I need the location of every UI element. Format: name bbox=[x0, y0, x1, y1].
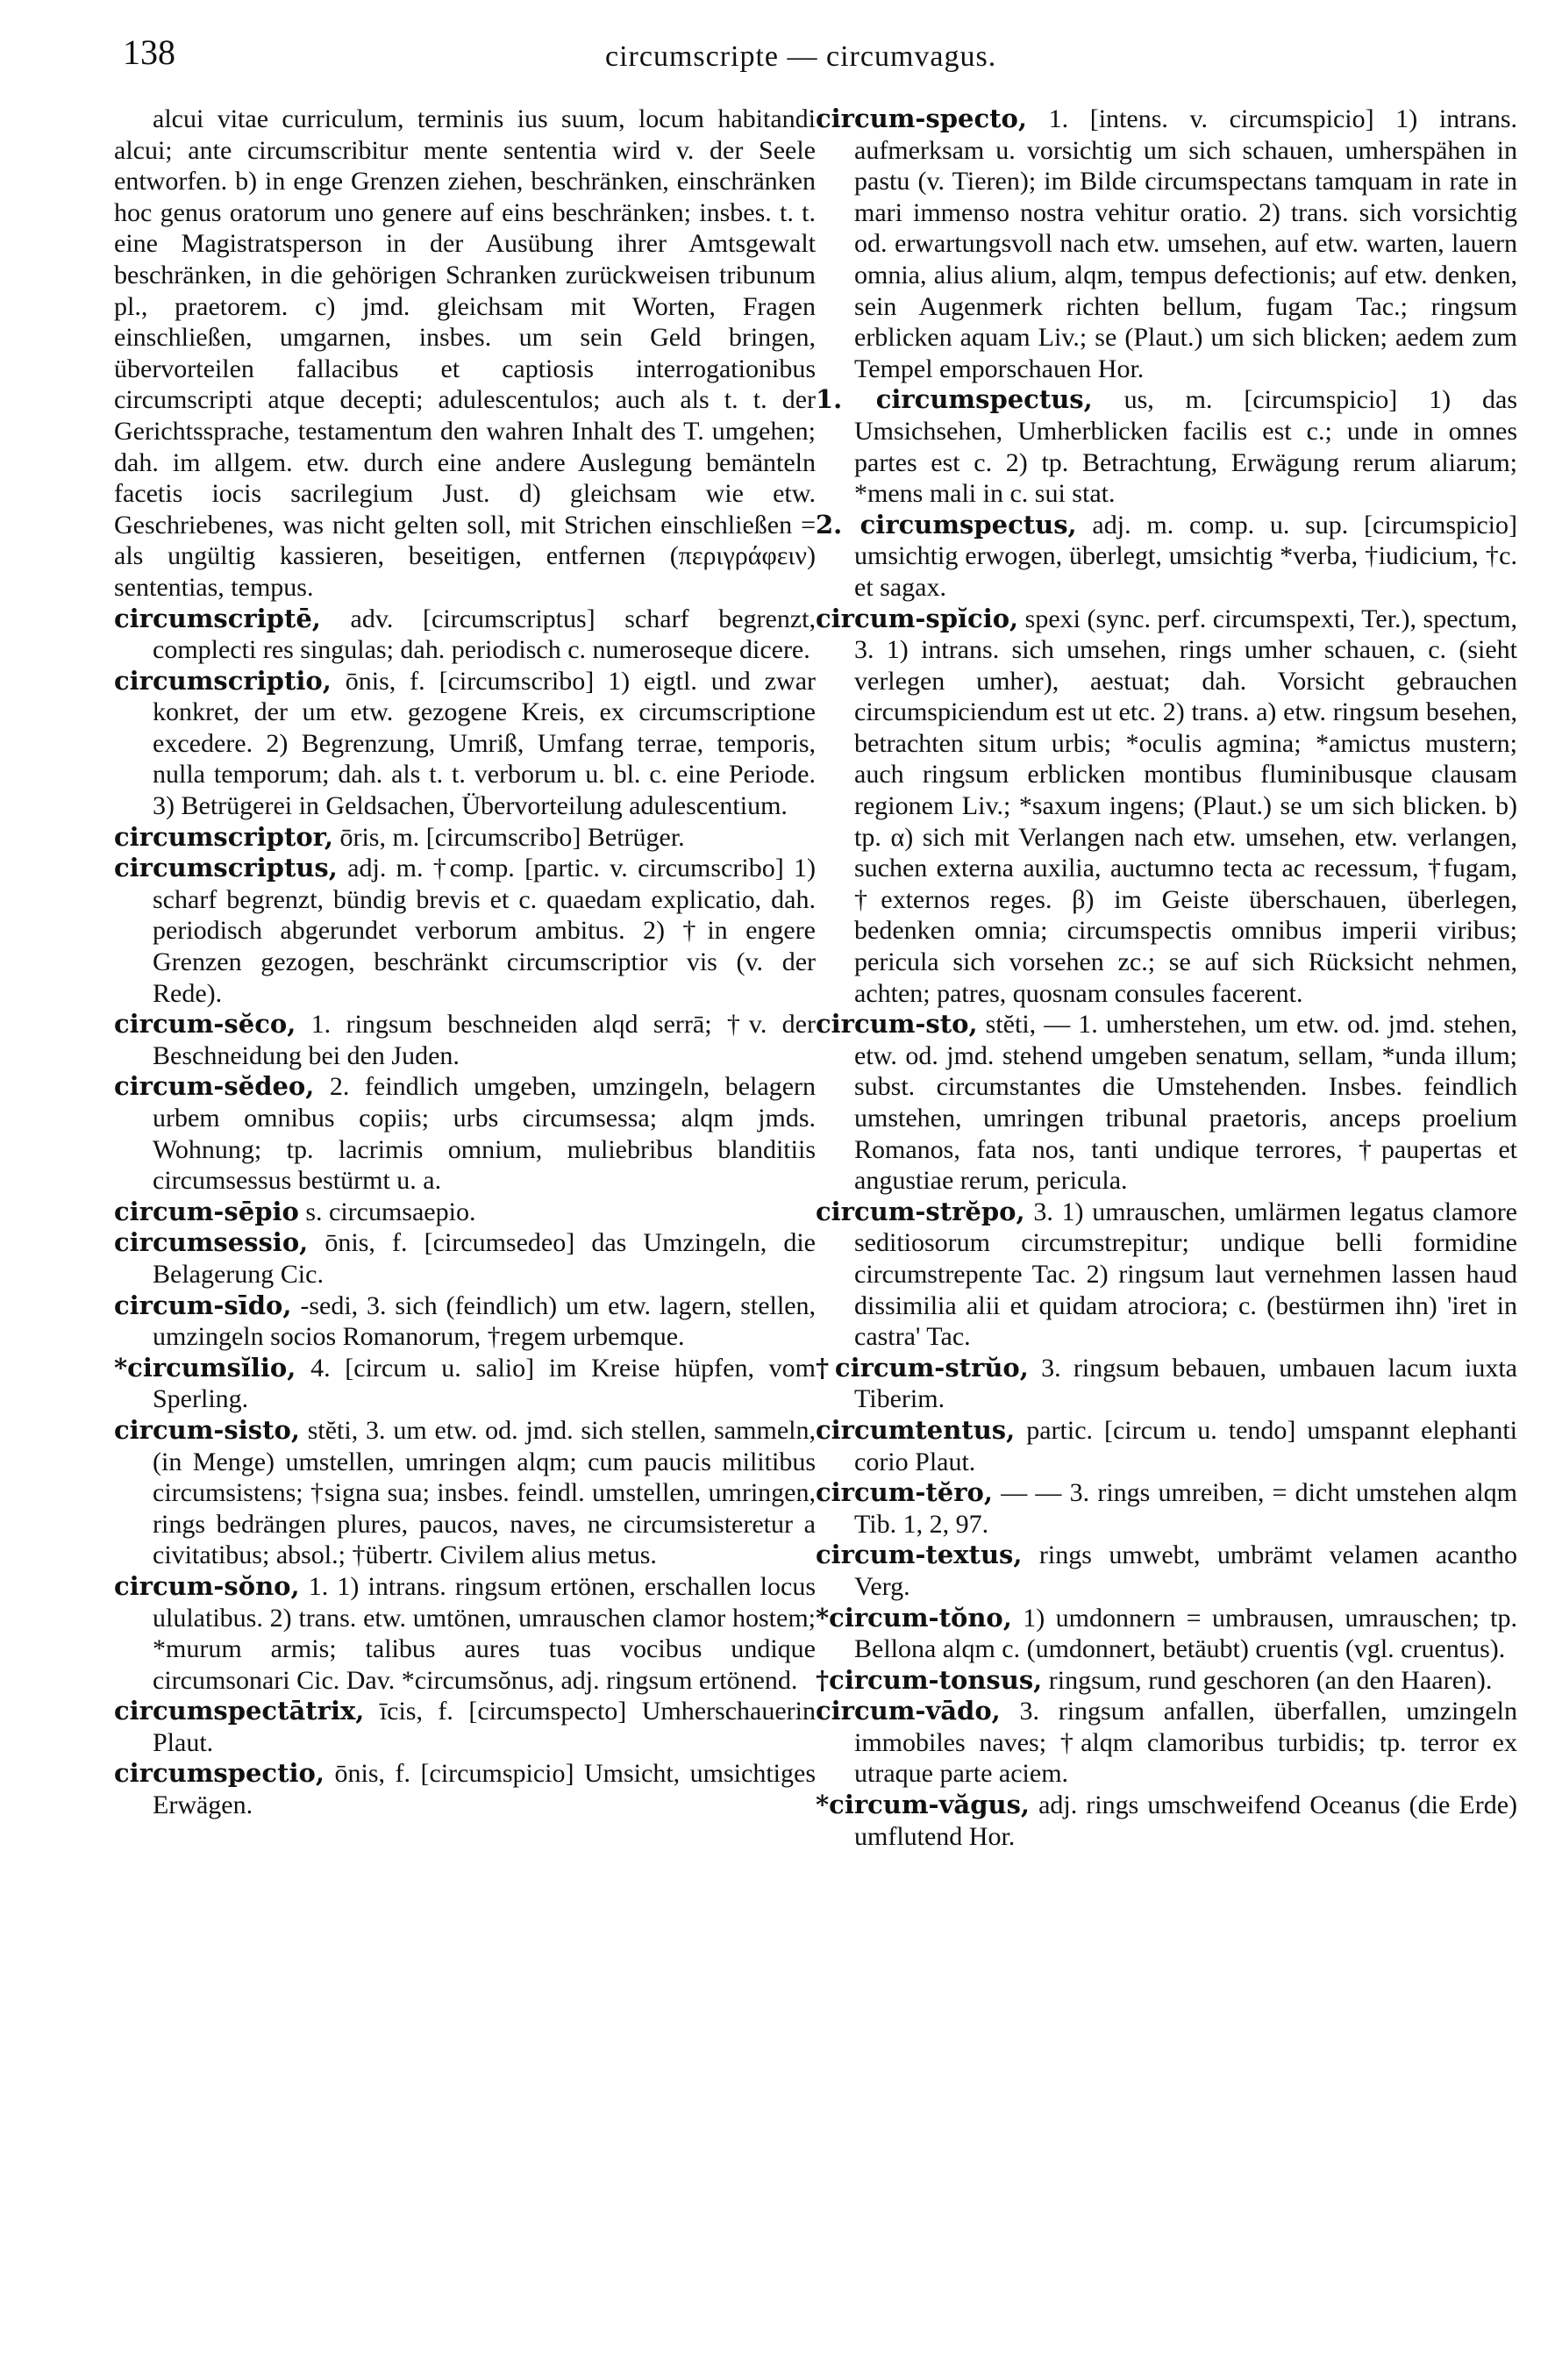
entry-headword: circumsessio, bbox=[114, 1227, 309, 1258]
entry-headword: circum-sŏno, bbox=[114, 1570, 300, 1601]
dictionary-entry bbox=[114, 1696, 816, 1758]
dictionary-entry bbox=[816, 1197, 1517, 1353]
dictionary-entry bbox=[114, 1290, 816, 1353]
entry-headword: circum-sto, bbox=[816, 1009, 978, 1040]
entry-headword: †circum-tonsus, bbox=[816, 1664, 1043, 1695]
entry-definition: 1. [intens. v. circumspicio] 1) intrans. aufmerksam u. vorsichtig um sich schauen, umherspähen in pastu (v. Tieren); im Bilde circumspectans tamquam in rate in mari immenso nostra vehitur oratio. 2) trans. sich vorsichtig od. erwartungsvoll nach etw. umsehen, auf etw. warten, lauern omnia, alius alium, alqm, tempus defectionis; auf etw. denken, sein Augenmerk richten bellum, fugam Tac.; ringsum erblicken aquam Liv.; se (Plaut.) um sich blicken; aedem zum Tempel emporschauen Hor. bbox=[854, 104, 1517, 383]
dictionary-entry bbox=[816, 1790, 1517, 1852]
entry-definition: ringsum, rund geschoren (an den Haaren). bbox=[1048, 1665, 1493, 1695]
entry-headword: circumtentus, bbox=[816, 1414, 1016, 1445]
dictionary-entry bbox=[816, 604, 1517, 1010]
dictionary-entry bbox=[816, 384, 1517, 509]
page-number: 138 bbox=[123, 32, 175, 72]
entry-definition: adj. m. †comp. [partic. v. circumscribo] 1) scharf begrenzt, bündig brevis et c. quaedam explicatio, dah. periodisch abgerundet verborum ambitus. 2) †in engere Grenzen gezogen, beschränkt circumscriptior vis (v. der Rede). bbox=[153, 854, 816, 1008]
dictionary-entry bbox=[114, 1009, 816, 1071]
left-column bbox=[114, 104, 816, 1821]
entry-definition: ōnis, f. [circumscribo] 1) eigtl. und zwar konkret, der um etw. gezogene Kreis, ex circumscriptione excedere. 2) Begrenzung, Umriß, Umfang terrae, temporis, nulla temporum; dah. als t. t. verborum u. bl. c. eine Periode. 3) Betrügerei in Geldsachen, Übervorteilung adulescentium. bbox=[153, 666, 817, 821]
entry-definition: partic. [circum u. tendo] umspannt elephanti corio Plaut. bbox=[854, 1415, 1518, 1476]
entry-definition: — — 3. rings umreiben, = dicht umstehen alqm Tib. 1, 2, 97. bbox=[854, 1478, 1518, 1539]
dictionary-entry bbox=[114, 1197, 816, 1228]
entry-headword: circum-specto, bbox=[816, 104, 1027, 133]
dictionary-entry bbox=[816, 1477, 1517, 1540]
entry-headword: *circumsĭlio, bbox=[114, 1352, 296, 1383]
entry-definition: alcui vitae curriculum, terminis ius suum, locum habitandi alcui; ante circumscribitur mente sententia wird v. der Seele entworfen. b) in enge Grenzen ziehen, beschränken, einschränken hoc genus oratorum uno genere auf eins beschränken; insbes. t. t. eine Magistratsperson in der Ausübung ihrer Amtsgewalt beschränken, in die gehörigen Schranken zurückweisen tribunum pl., praetorem. c) jmd. gleichsam mit Worten, Fragen einschließen, umgarnen, insbes. um sein Geld bringen, übervorteilen fallacibus et captiosis interrogationibus circumscripti atque decepti; adulescentulos; auch als t. t. der Gerichtssprache, testamentum den wahren Inhalt des T. umgehen; dah. im allgem. etw. durch eine andere Auslegung bemänteln facetis iocis sacrilegium Just. d) gleichsam wie etw. Geschriebenes, was nicht gelten soll, mit Strichen einschließen = als ungültig kassieren, beseitigen, entfernen (περιγράφειν) sententias, tempus. bbox=[114, 104, 816, 602]
dictionary-entry bbox=[816, 1665, 1517, 1697]
entry-headword: *circum-văgus, bbox=[816, 1790, 1031, 1820]
dictionary-entry bbox=[816, 1415, 1517, 1477]
entry-headword: circum-sēpio bbox=[114, 1196, 299, 1226]
dictionary-entry bbox=[114, 1415, 816, 1571]
entry-headword: circum-tĕro, bbox=[816, 1477, 993, 1508]
entry-definition: stĕti, — 1. umherstehen, um etw. od. jmd. stehen, etw. od. jmd. stehend umgeben senatum, sellam, *unda illum; subst. circumstantes die Umstehenden. Insbes. feindlich umstehen, umringen tribunal praetoris, anceps proelium Romanos, fata nos, tanti undique terrores, †paupertas et angustiae rerum, pericula. bbox=[854, 1010, 1518, 1196]
entry-definition: 3. 1) umrauschen, umlärmen legatus clamore seditiosorum circumstrepitur; undique belli formidine circumstrepente Tac. 2) ringsum laut vernehmen lassen haud dissimilia alii et quidam atrociora; c. (bestürmen ihn) 'iret in castra' Tac. bbox=[854, 1197, 1517, 1352]
entry-definition: rings umwebt, umbrämt velamen acantho Verg. bbox=[854, 1540, 1518, 1601]
entry-headword: circum-sĕdeo, bbox=[114, 1071, 315, 1102]
entry-headword: 1. circumspectus, bbox=[816, 384, 1093, 415]
entry-definition: 1. ringsum beschneiden alqd serrā; †v. der Beschneidung bei den Juden. bbox=[153, 1010, 816, 1070]
entry-definition: 4. [circum u. salio] im Kreise hüpfen, vom Sperling. bbox=[153, 1353, 816, 1414]
right-column bbox=[816, 104, 1517, 1852]
entry-definition: adv. [circumscriptus] scharf begrenzt, complecti res singulas; dah. periodisch c. numeroseque dicere. bbox=[153, 604, 817, 665]
dictionary-entry bbox=[816, 1009, 1517, 1197]
dictionary-entry bbox=[114, 104, 816, 604]
entry-headword: circum-vādo, bbox=[816, 1696, 1001, 1726]
dictionary-entry bbox=[816, 1696, 1517, 1790]
dictionary-entry bbox=[816, 510, 1517, 604]
dictionary-entry bbox=[114, 853, 816, 1009]
entry-headword: circum-spĭcio, bbox=[816, 603, 1019, 633]
entry-headword: circumscriptor, bbox=[114, 821, 333, 852]
entry-headword: circum-sisto, bbox=[114, 1414, 300, 1445]
dictionary-entry bbox=[114, 1071, 816, 1196]
entry-definition: ōnis, f. [circumspicio] Umsicht, umsichtiges Erwägen. bbox=[153, 1759, 816, 1820]
entry-definition: adj. rings umschweifend Oceanus (die Erde) umflutend Hor. bbox=[854, 1790, 1517, 1851]
dictionary-entry bbox=[816, 1353, 1517, 1415]
entry-headword: circum-textus, bbox=[816, 1540, 1023, 1570]
dictionary-entry bbox=[816, 1540, 1517, 1602]
entry-definition: 3. ringsum anfallen, überfallen, umzingeln immobiles naves; †alqm clamoribus turbidis; tp. terror ex utraque parte aciem. bbox=[854, 1697, 1517, 1789]
dictionary-entry bbox=[816, 1603, 1517, 1665]
dictionary-entry bbox=[114, 1571, 816, 1696]
dictionary-entry bbox=[114, 666, 816, 822]
entry-headword: circum-sīdo, bbox=[114, 1290, 292, 1320]
entry-headword: †circum-strŭo, bbox=[816, 1352, 1029, 1383]
entry-headword: circumscriptē, bbox=[114, 603, 321, 633]
entry-headword: circumscriptus, bbox=[114, 853, 338, 883]
entry-headword: circumspectio, bbox=[114, 1758, 325, 1789]
entry-definition: us, m. [circumspicio] 1) das Umsichsehen, Umherblicken facilis est c.; unde in omnes partes est c. 2) tp. Betrachtung, Erwägung rerum aliarum; *mens mali in c. sui stat. bbox=[854, 385, 1517, 509]
entry-headword: circum-sĕco, bbox=[114, 1009, 296, 1040]
entry-headword: 2. circumspectus, bbox=[816, 509, 1077, 540]
entry-definition: stĕti, 3. um etw. od. jmd. sich stellen, sammeln, (in Menge) umstellen, umringen alqm; cum paucis militibus circumsistens; †signa sua; insbes. feindl. umstellen, umringen, rings bedrängen plures, paucos, naves, ne circumsisteretur a civitatibus; absol.; †übertr. Civilem alius metus. bbox=[153, 1415, 816, 1570]
dictionary-entry bbox=[114, 1758, 816, 1820]
entry-definition: 1) umdonnern = umbrausen, umrauschen; tp. Bellona alqm c. (umdonnert, betäubt) cruentis (vgl. cruentus). bbox=[854, 1603, 1518, 1664]
dictionary-entry bbox=[114, 1227, 816, 1290]
entry-definition: 2. feindlich umgeben, umzingeln, belagern urbem omnibus copiis; urbs circumsessa; alqm jmds. Wohnung; tp. lacrimis omnium, muliebribus blanditiis circumsessus bestürmt u. a. bbox=[153, 1072, 817, 1196]
entry-definition: -sedi, 3. sich (feindlich) um etw. lagern, stellen, umzingeln socios Romanorum, †regem urbemque. bbox=[153, 1290, 817, 1352]
entry-definition: spexi (sync. perf. circumspexti, Ter.), spectum, 3. 1) intrans. sich umsehen, rings umher schauen, c. (sieht verlegen umher), aestuat; dah. Vorsicht gebrauchen circumspiciendum est ut etc. 2) trans. a) etw. ringsum besehen, betrachten situm urbis; *oculis agmina; *amictus mustern; auch ringsum erblicken montibus fluminibusque clausam regionem Liv.; *saxum ingens; (Plaut.) se um sich blicken. b) tp. α) sich mit Verlangen nach etw. umsehen, etw. verlangen, suchen externa auxilia, auctumno tecta ac recessum, †fugam, †externos reges. β) im Geiste überschauen, überlegen, bedenken omnia; circumspectis omnibus imperii viribus; pericula sich vorsehen zc.; se auf sich Rücksicht nehmen, achten; patres, quosnam consules facerent. bbox=[854, 604, 1518, 1008]
entry-definition: ōris, m. [circumscribo] Betrüger. bbox=[339, 822, 685, 852]
entry-headword: *circum-tŏno, bbox=[816, 1602, 1012, 1633]
entry-headword: circum-strĕpo, bbox=[816, 1196, 1025, 1226]
running-head: circumscripte — circumvagus. bbox=[605, 40, 997, 73]
entry-definition: adj. m. comp. u. sup. [circumspicio] umsichtig erwogen, überlegt, umsichtig *verba, †iudicium, †c. et sagax. bbox=[854, 510, 1518, 602]
entry-definition: 3. ringsum bebauen, umbauen lacum iuxta Tiberim. bbox=[854, 1353, 1517, 1414]
dictionary-entry bbox=[114, 1353, 816, 1415]
entry-definition: ōnis, f. [circumsedeo] das Umzingeln, die Belagerung Cic. bbox=[153, 1228, 816, 1289]
entry-definition: s. circumsaepio. bbox=[305, 1197, 476, 1226]
dictionary-entry bbox=[114, 604, 816, 666]
dictionary-entry bbox=[114, 822, 816, 854]
entry-headword: circumspectātrix, bbox=[114, 1696, 365, 1726]
entry-definition: īcis, f. [circumspecto] Umherschauerin Plaut. bbox=[153, 1697, 816, 1757]
entry-headword: circumscriptio, bbox=[114, 665, 332, 696]
dictionary-entry bbox=[816, 104, 1517, 384]
entry-definition: 1. 1) intrans. ringsum ertönen, erschallen locus ululatibus. 2) trans. etw. umtönen, umrauschen clamor hostem; *murum armis; talibus aures tuas vocibus undique circumsonari Cic. Dav. *circumsŏnus, adj. ringsum ertönend. bbox=[153, 1571, 817, 1695]
